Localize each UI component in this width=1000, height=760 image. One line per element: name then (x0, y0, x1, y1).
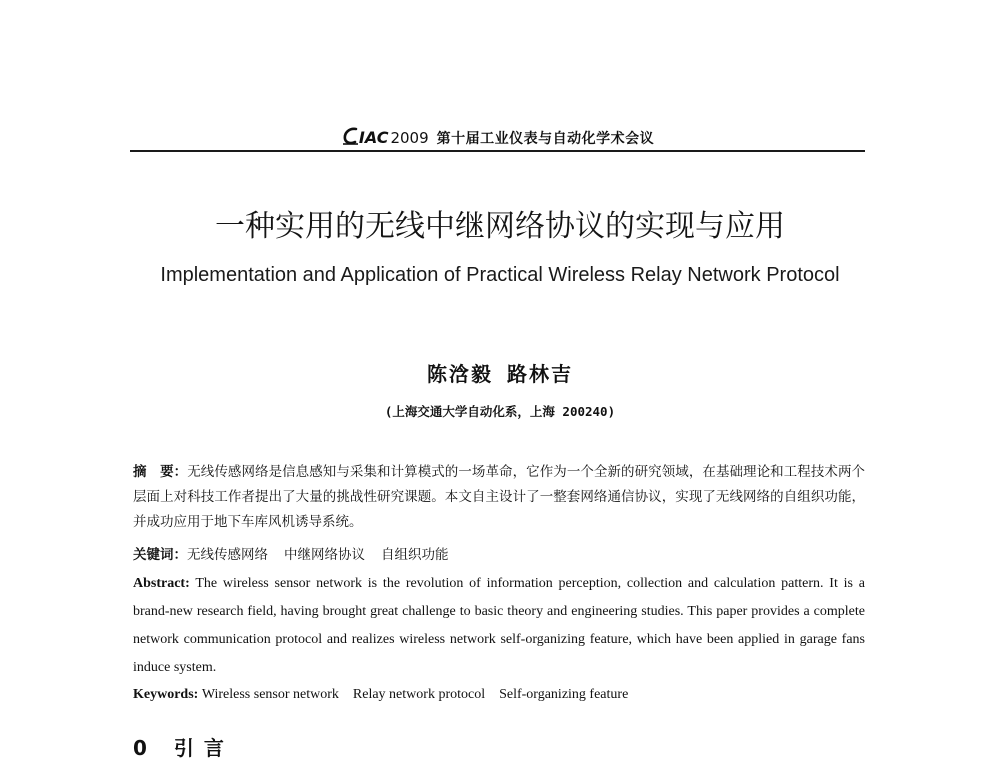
abstract-chinese (133, 460, 865, 535)
paper-title-english: Implementation and Application of Practical Wireless Relay Network Protocol (160, 264, 840, 286)
author-list (0, 364, 1000, 384)
abstract-chinese-label: 摘 要： (133, 464, 188, 480)
keywords-english (133, 683, 865, 707)
keywords-english-label: Keywords: (133, 687, 199, 702)
keyword: 无线传感网络 (187, 547, 268, 563)
keyword: Relay network protocol (352, 687, 486, 702)
section-number: 0 (133, 736, 157, 760)
logo-year: 2009 (390, 129, 429, 147)
author-affiliation: (上海交通大学自动化系，上海 200240) (384, 404, 616, 419)
section-heading (133, 738, 234, 758)
ciac-logo (341, 126, 429, 146)
conference-name: 第十届工业仪表与自动化学术会议 (436, 131, 655, 147)
abstract-english-text: The wireless sensor network is the revolution of information perception, collection and calculation pattern. It is a brand-new research field, having brought great challenge to basic theory and engineering studies. This paper provides a complete network communication protocol and realizes wireless network self-organizing feature, which have been applied in garage fans induce system. (133, 576, 865, 675)
keywords-chinese (133, 543, 865, 568)
keyword: Wireless sensor network (201, 687, 339, 702)
logo-text: IAC (358, 128, 389, 147)
keyword: Self-organizing feature (499, 687, 629, 702)
ciac-logo-icon (341, 126, 361, 146)
section-title: 引言 (173, 736, 234, 760)
keyword: 自组织功能 (381, 547, 449, 563)
abstract-chinese-text: 无线传感网络是信息感知与采集和计算模式的一场革命，它作为一个全新的研究领域，在基础理论和工程技术两个层面上对科技工作者提出了大量的挑战性研究课题。本文自主设计了一整套网络通信协议，实现了无线网络的自组织功能，并成功应用于地下车库风机诱导系统。 (133, 464, 866, 530)
abstract-english (133, 570, 865, 682)
abstract-english-label: Abstract: (133, 576, 190, 591)
paper-title-chinese: 一种实用的无线中继网络协议的实现与应用 (215, 209, 785, 244)
keyword: 中继网络协议 (284, 547, 365, 563)
keywords-chinese-label: 关键词： (133, 547, 187, 563)
author-name: 陈浛毅 (427, 362, 493, 386)
author-name: 路林吉 (507, 362, 573, 386)
running-header (130, 122, 865, 152)
